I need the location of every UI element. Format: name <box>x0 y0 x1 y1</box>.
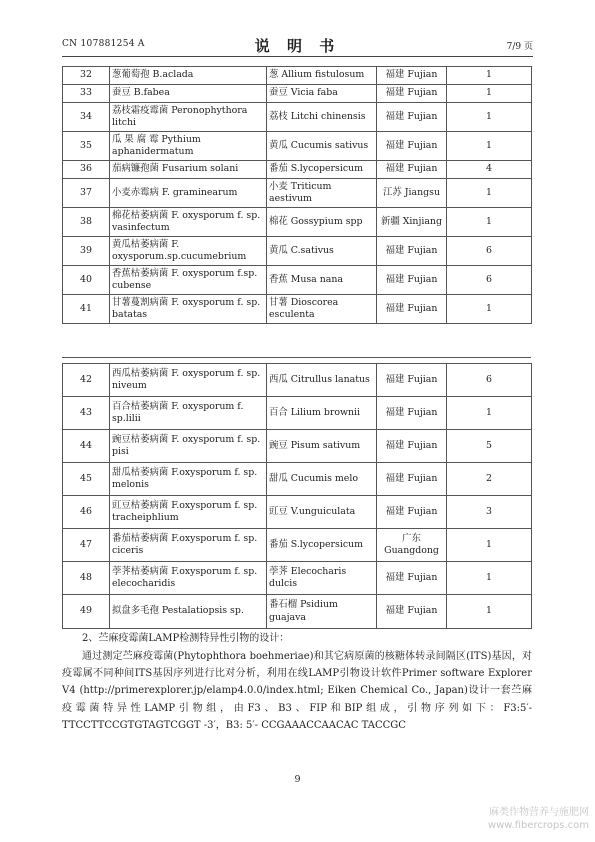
origin-cell: 福建 Fujian <box>377 161 447 179</box>
origin-cell: 福建 Fujian <box>377 430 447 463</box>
host-cell: 黄瓜 C.sativus <box>267 237 377 266</box>
pathogen-cell: 甜瓜枯萎病菌 F.oxysporum f. sp. melonis <box>110 463 267 496</box>
count-cell: 6 <box>447 364 532 397</box>
table-row <box>63 67 532 85</box>
row-number: 46 <box>63 496 110 529</box>
count-cell: 1 <box>447 562 532 595</box>
count-cell: 1 <box>447 595 532 629</box>
pathogen-cell: 棉花枯萎病菌 F. oxysporum f. sp. vasinfectum <box>110 208 267 237</box>
host-cell: 豌豆 Pisum sativum <box>267 430 377 463</box>
table-row <box>63 430 532 463</box>
host-cell: 荔枝 Litchi chinensis <box>267 103 377 132</box>
page-number: 9 <box>294 774 301 785</box>
watermark-line2: www.fibercrops.com <box>487 820 589 831</box>
origin-cell: 新疆 Xinjiang <box>377 208 447 237</box>
host-cell: 小麦 Triticum aestivum <box>267 179 377 208</box>
row-number: 42 <box>63 364 110 397</box>
row-number: 41 <box>63 295 110 324</box>
origin-cell: 福建 Fujian <box>377 237 447 266</box>
origin-cell: 福建 Fujian <box>377 496 447 529</box>
count-cell: 1 <box>447 529 532 562</box>
host-cell: 番石榴 Psidium guajava <box>267 595 377 629</box>
table-row <box>63 85 532 103</box>
pathogen-cell: 黄瓜枯萎病菌 F. oxysporum.sp.cucumebrium <box>110 237 267 266</box>
row-number: 36 <box>63 161 110 179</box>
origin-cell: 福建 Fujian <box>377 103 447 132</box>
origin-cell: 福建 Fujian <box>377 85 447 103</box>
count-cell: 4 <box>447 161 532 179</box>
table-row <box>63 529 532 562</box>
pathogen-cell: 荔枝霜疫霉菌 Peronophythora litchi <box>110 103 267 132</box>
table-divider <box>62 357 531 358</box>
watermark-line1: 麻类作物营养与施肥网 <box>489 807 589 818</box>
origin-cell: 福建 Fujian <box>377 364 447 397</box>
table-row <box>63 463 532 496</box>
host-cell: 蚕豆 Vicia faba <box>267 85 377 103</box>
pathogen-cell: 豌豆枯萎病菌 F. oxysporum f. sp. pisi <box>110 430 267 463</box>
pathogen-cell: 甘薯蔓割病菌 F. oxysporum f. sp. batatas <box>110 295 267 324</box>
row-number: 32 <box>63 67 110 85</box>
table-row <box>63 161 532 179</box>
host-cell: 甘薯 Dioscorea esculenta <box>267 295 377 324</box>
origin-cell: 福建 Fujian <box>377 397 447 430</box>
count-cell: 1 <box>447 103 532 132</box>
pathogen-cell: 西瓜枯萎病菌 F. oxysporum f. sp. niveum <box>110 364 267 397</box>
origin-cell: 福建 Fujian <box>377 266 447 295</box>
table-row <box>63 295 532 324</box>
count-cell: 3 <box>447 496 532 529</box>
count-cell: 1 <box>447 208 532 237</box>
count-cell: 1 <box>447 132 532 161</box>
row-number: 38 <box>63 208 110 237</box>
table-row <box>63 562 532 595</box>
table-row <box>63 208 532 237</box>
origin-cell: 福建 Fujian <box>377 67 447 85</box>
row-number: 43 <box>63 397 110 430</box>
row-number: 35 <box>63 132 110 161</box>
row-number: 49 <box>63 595 110 629</box>
table-row <box>63 496 532 529</box>
host-cell: 棉花 Gossypium spp <box>267 208 377 237</box>
pathogen-cell: 茄病镰孢菌 Fusarium solani <box>110 161 267 179</box>
count-cell: 6 <box>447 237 532 266</box>
pathogen-cell: 荸荠枯萎病菌 F.oxysporum f. sp. elecocharidis <box>110 562 267 595</box>
count-cell: 1 <box>447 397 532 430</box>
table-row <box>63 237 532 266</box>
row-number: 47 <box>63 529 110 562</box>
table-row <box>63 364 532 397</box>
count-cell: 6 <box>447 266 532 295</box>
pathogen-cell: 豇豆枯萎病菌 F.oxysporum f. sp. tracheiphlium <box>110 496 267 529</box>
section-heading: 2、苎麻疫霉菌LAMP检测特异性引物的设计： <box>82 633 290 644</box>
table-row <box>63 179 532 208</box>
host-cell: 番茄 S.lycopersicum <box>267 161 377 179</box>
origin-cell: 福建 Fujian <box>377 295 447 324</box>
origin-cell: 江苏 Jiangsu <box>377 179 447 208</box>
row-number: 48 <box>63 562 110 595</box>
row-number: 33 <box>63 85 110 103</box>
count-cell: 2 <box>447 463 532 496</box>
origin-cell: 福建 Fujian <box>377 562 447 595</box>
host-cell: 百合 Lilium brownii <box>267 397 377 430</box>
pathogen-cell: 小麦赤霉病 F. graminearum <box>110 179 267 208</box>
row-number: 45 <box>63 463 110 496</box>
host-cell: 葱 Allium fistulosum <box>267 67 377 85</box>
table-row <box>63 595 532 629</box>
origin-cell: 广东 Guangdong <box>377 529 447 562</box>
table-row <box>63 132 532 161</box>
count-cell: 5 <box>447 430 532 463</box>
pathogen-cell: 瓜 果 腐 霉 Pythium aphanidermatum <box>110 132 267 161</box>
table-row <box>63 397 532 430</box>
strain-table-upper <box>62 66 532 324</box>
pathogen-cell: 番茄枯萎病菌 F.oxysporum f. sp. ciceris <box>110 529 267 562</box>
table-row <box>63 266 532 295</box>
origin-cell: 福建 Fujian <box>377 463 447 496</box>
count-cell: 1 <box>447 295 532 324</box>
row-number: 44 <box>63 430 110 463</box>
document-title: 说 明 书 <box>254 37 341 55</box>
patent-number: CN 107881254 A <box>62 39 145 49</box>
count-cell: 1 <box>447 67 532 85</box>
host-cell: 黄瓜 Cucumis sativus <box>267 132 377 161</box>
host-cell: 豇豆 V.unguiculata <box>267 496 377 529</box>
row-number: 39 <box>63 237 110 266</box>
body-paragraph: 通过测定苎麻疫霉菌(Phytophthora boehmeriae)和其它病原菌的核糖体转录间隔区(ITS)基因，对疫霉属不同种间ITS基因序列进行比对分析，利用在线LAMP引物设计软件Primer software Explorer V4 (http://primerexplorer.jp/elamp4.0.0/index.html; Eiken Chemical Co., Japan)设计一套苎麻疫霉菌特异性LAMP引物组，由F3、B3、FIP和BIP组成，引物序列如下：F3:5′- TTCCTTCCGTGTAGTCGGT -3′，B3: 5′- CCGAAACCAACAC TACCGC <box>62 651 532 731</box>
pathogen-cell: 葱葡萄孢 B.aclada <box>110 67 267 85</box>
count-cell: 1 <box>447 179 532 208</box>
page-header <box>62 34 533 57</box>
pathogen-cell: 蚕豆 B.fabea <box>110 85 267 103</box>
origin-cell: 福建 Fujian <box>377 132 447 161</box>
row-number: 40 <box>63 266 110 295</box>
count-cell: 1 <box>447 85 532 103</box>
host-cell: 香蕉 Musa nana <box>267 266 377 295</box>
host-cell: 番茄 S.lycopersicum <box>267 529 377 562</box>
pathogen-cell: 拟盘多毛孢 Pestalatiopsis sp. <box>110 595 267 629</box>
strain-table-lower <box>62 363 532 629</box>
row-number: 37 <box>63 179 110 208</box>
page-indicator: 7/9 页 <box>506 42 533 52</box>
pathogen-cell: 香蕉枯萎病菌 F. oxysporum f.sp. cubense <box>110 266 267 295</box>
host-cell: 西瓜 Citrullus lanatus <box>267 364 377 397</box>
table-row <box>63 103 532 132</box>
watermark <box>488 806 589 832</box>
host-cell: 甜瓜 Cucumis melo <box>267 463 377 496</box>
host-cell: 荸荠 Elecocharis dulcis <box>267 562 377 595</box>
row-number: 34 <box>63 103 110 132</box>
origin-cell: 福建 Fujian <box>377 595 447 629</box>
pathogen-cell: 百合枯萎病菌 F. oxysporum f. sp.lilii <box>110 397 267 430</box>
